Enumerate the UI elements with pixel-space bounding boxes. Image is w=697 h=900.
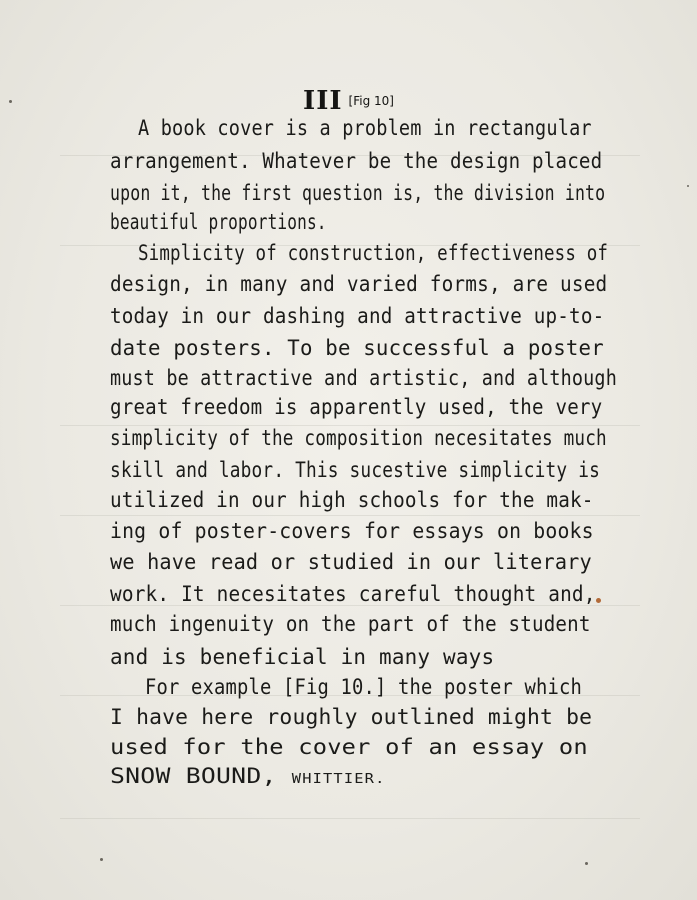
- text-line: today in our dashing and attractive up-to-: [110, 304, 605, 328]
- text-line: beautiful proportions.: [110, 210, 327, 234]
- text-line: ing of poster-covers for essays on books: [110, 519, 594, 543]
- title-separator: ,: [261, 764, 277, 788]
- text-line: upon it, the first question is, the division into: [110, 181, 606, 205]
- paper-speck: [100, 858, 103, 861]
- text-line: and is beneficial in many ways: [110, 645, 495, 669]
- text-line: utilized in our high schools for the mak-: [110, 488, 594, 512]
- section-heading: [0, 86, 697, 116]
- paper-speck: [585, 862, 588, 865]
- text-line: used for the cover of an essay on: [110, 735, 588, 759]
- text-line: must be attractive and artistic, and although: [110, 366, 617, 390]
- figure-reference: [Fig 10]: [348, 94, 394, 108]
- text-line: For example [Fig 10.] the poster which: [145, 675, 583, 699]
- text-line: much ingenuity on the part of the student: [110, 612, 591, 636]
- text-line-closing: [110, 764, 386, 788]
- essay-title: SNOW BOUND: [110, 764, 262, 788]
- paper-speck: [687, 185, 689, 187]
- text-line: I have here roughly outlined might be: [110, 705, 593, 729]
- text-line: great freedom is apparently used, the very: [110, 395, 603, 419]
- text-line: skill and labor. This sucestive simplicity is: [110, 458, 600, 482]
- text-line: arrangement. Whatever be the design placed: [110, 149, 603, 173]
- text-line: date posters. To be successful a poster: [110, 336, 604, 360]
- ink-blot: [596, 598, 601, 603]
- text-line: we have read or studied in our literary: [110, 550, 592, 574]
- text-line: Simplicity of construction, effectiveness of: [138, 241, 609, 265]
- text-line: A book cover is a problem in rectangular: [138, 116, 592, 140]
- text-line: simplicity of the composition necesitates much: [110, 426, 607, 450]
- text-line: design, in many and varied forms, are used: [110, 272, 608, 296]
- section-numeral: III: [303, 86, 343, 116]
- faint-ruled-line: [60, 515, 640, 516]
- text-line: work. It necesitates careful thought and,: [110, 582, 596, 606]
- faint-ruled-line: [60, 818, 640, 819]
- author-name: WHITTIER.: [291, 772, 386, 787]
